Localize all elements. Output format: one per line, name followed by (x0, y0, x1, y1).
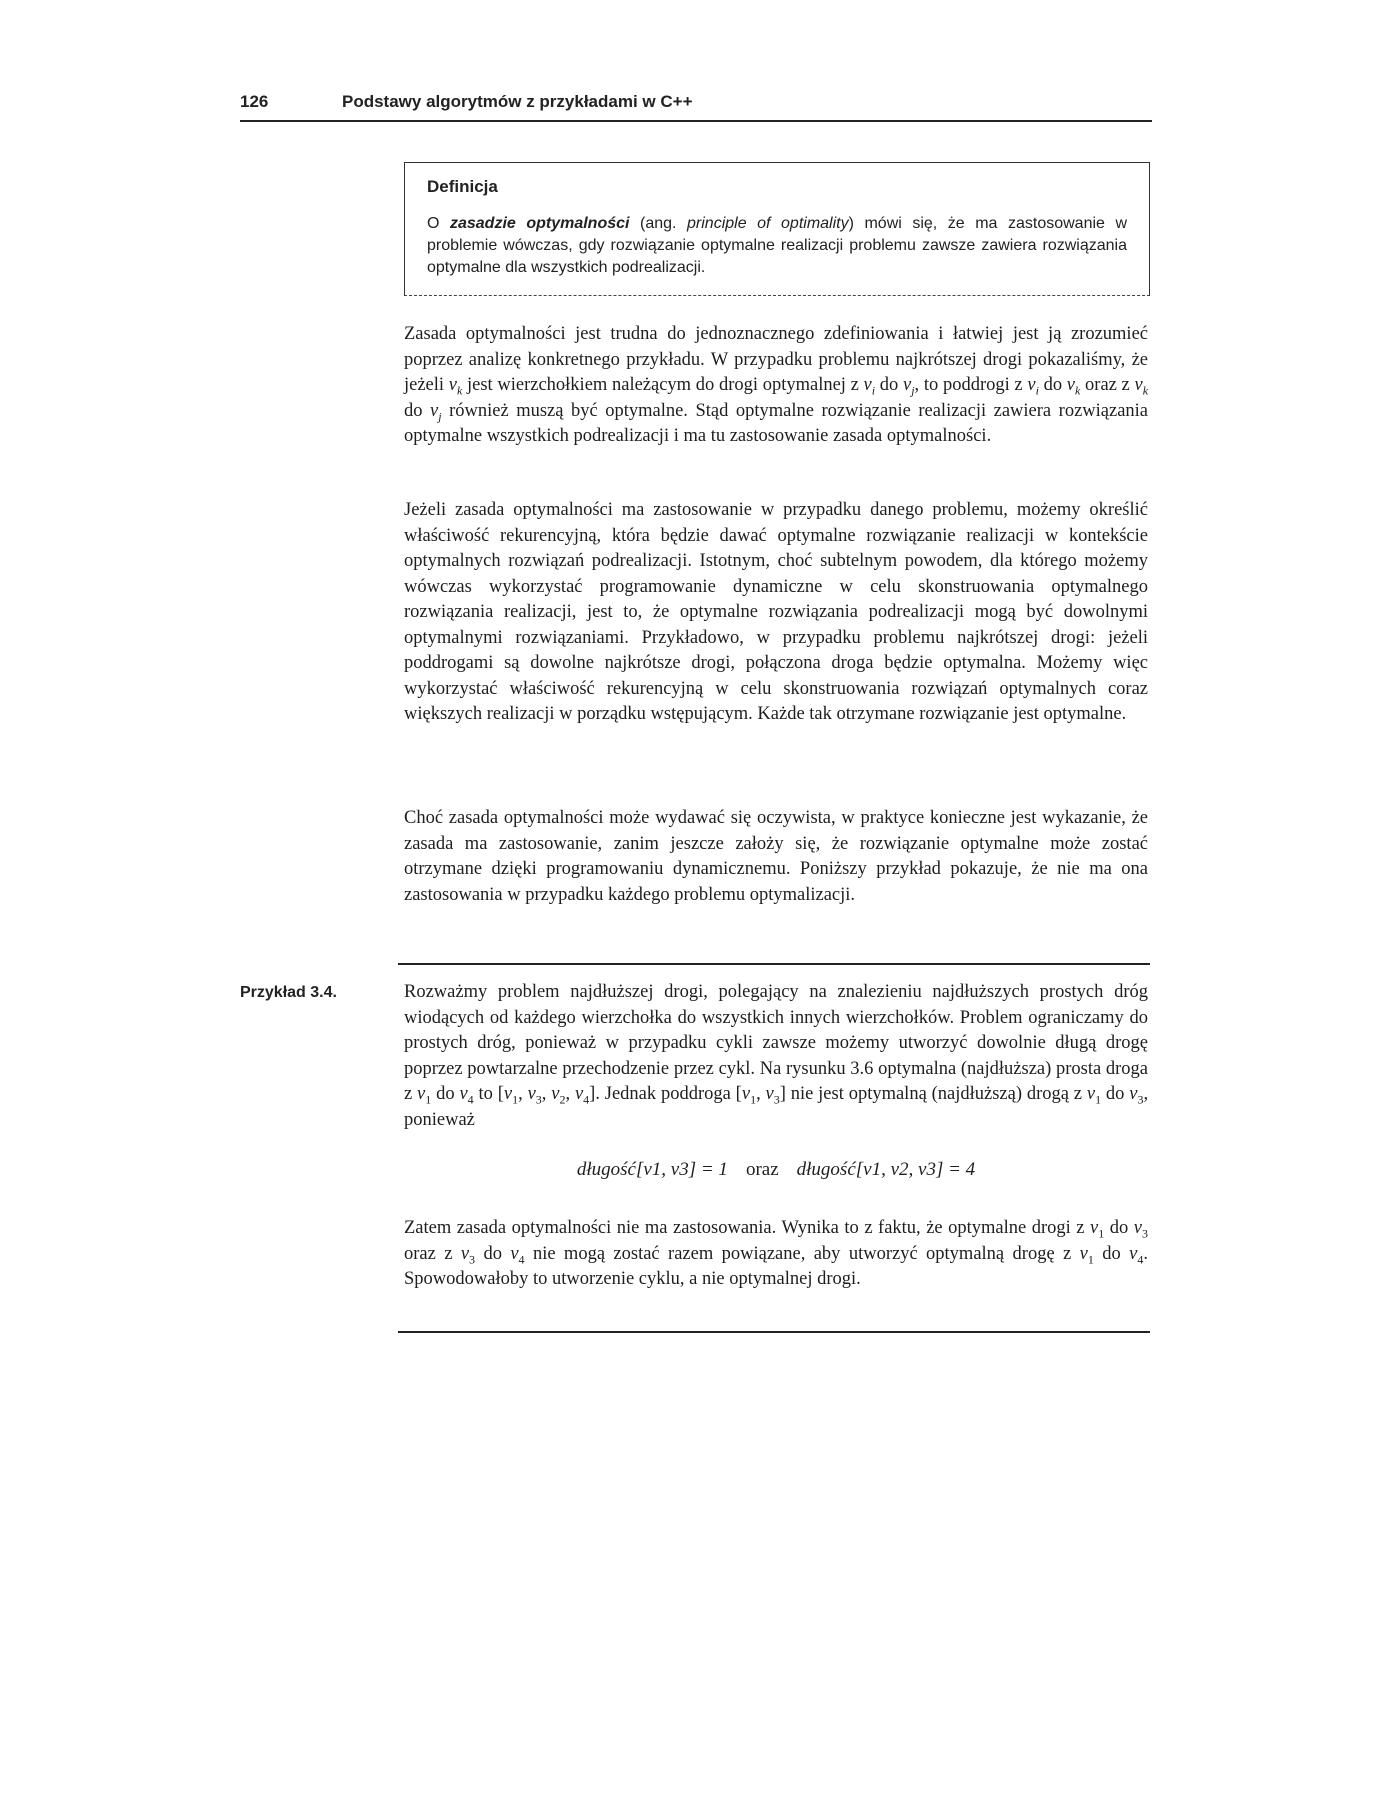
formula-left: długość[v1, v3] = 1 (576, 1159, 728, 1180)
definition-text-part: ) mówi się, że ma zastosowanie w problemie wówczas, gdy rozwiązanie optymalne realizacji problemu zawsze zawiera rozwiązania optymalne dla wszystkich podrealizacji. (427, 215, 1128, 276)
example-bottom-rule (398, 1331, 1150, 1333)
formula (404, 1159, 1148, 1181)
definition-term: zasadzie optymalności (449, 215, 630, 232)
paragraph-2 (404, 498, 1148, 728)
example-top-rule (398, 963, 1150, 965)
definition-text-part: (ang. (629, 215, 688, 232)
example-label: Przykład 3.4. (240, 984, 337, 1001)
running-header (240, 88, 1152, 122)
definition-term-english: principle of optimality (687, 215, 849, 232)
formula-join: oraz (745, 1159, 779, 1180)
definition-box (404, 162, 1150, 296)
paragraph-3 (404, 806, 1148, 908)
definition-text-part: O (427, 215, 450, 232)
example-conclusion: Zatem zasada optymalności nie ma zastosowania. Wynika to z faktu, że optymalne drogi z $v_1$ do $v_3$ oraz z $v_3$ do $v_4$ nie mogą zostać razem powiązane, aby utworzyć optymalną drogę z $v_1$ do $v_4$. Spowodowałoby to utworzenie cyklu, a nie optymalnej drogi. (404, 1218, 1148, 1289)
paragraph-2-text: Jeżeli zasada optymalności ma zastosowanie w przypadku danego problemu, możemy określić właściwość rekurencyjną, która będzie dawać optymalne rozwiązanie realizacji w kontekście optymalnych rozwiązań podrealizacji. Istotnym, choć subtelnym powodem, dla którego możemy wówczas wykorzystać programowanie dynamiczne w celu skonstruowania optymalnego rozwiązania realizacji, jest to, że optymalne rozwiązania podrealizacji mogą być dowolnymi optymalnymi rozwiązaniami. Przykładowo, w przypadku problemu najkrótszej drogi: jeżeli poddrogami są dowolne najkrótsze drogi, połączona droga będzie optymalna. Możemy więc wykorzystać właściwość rekurencyjną w celu skonstruowania rozwiązań optymalnych coraz większych realizacji w porządku wstępującym. Każde tak otrzymane rozwiązanie jest optymalne. (404, 500, 1148, 724)
book-title: Podstawy algorytmów z przykładami w C++ (342, 92, 693, 111)
definition-text (427, 213, 1127, 279)
definition-title: Definicja (427, 177, 498, 196)
formula-right: długość[v1, v2, v3] = 4 (796, 1159, 976, 1180)
page-number: 126 (240, 92, 269, 111)
paragraph-1: Zasada optymalności jest trudna do jednoznacznego zdefiniowania i łatwiej jest ją zrozumieć poprzez analizę konkretnego przykładu. W przypadku problemu najkrótszej drogi pokazaliśmy, że jeżeli $v_k$ jest wierzchołkiem należącym do drogi optymalnej z $v_i$ do $v_j$, to poddrogi z $v_i$ do $v_k$ oraz z $v_k$ do $v_j$ również muszą być optymalne. Stąd optymalne rozwiązanie realizacji zawiera rozwiązania optymalne wszystkich podrealizacji i ma tu zastosowanie zasada optymalności. (404, 324, 1149, 446)
example-text: Rozważmy problem najdłuższej drogi, polegający na znalezieniu najdłuższych prostych dróg wiodących od każdego wierzchołka do wszystkich innych wierzchołków. Problem ograniczamy do prostych dróg, ponieważ w przypadku cykli zawsze możemy utworzyć dowolnie długą drogę poprzez powtarzalne przechodzenie przez cykl. Na rysunku 3.6 optymalna (najdłuższa) prosta droga z $v_1$ do $v_4$ to [$v_1$, $v_3$, $v_2$, $v_4$]. Jednak poddroga [$v_1$, $v_3$] nie jest optymalną (najdłuższą) drogą z $v_1$ do $v_3$, ponieważ (404, 982, 1149, 1130)
paragraph-3-text: Choć zasada optymalności może wydawać się oczywista, w praktyce konieczne jest wykazanie, że zasada ma zastosowanie, zanim jeszcze założy się, że rozwiązanie optymalne może zostać otrzymane dzięki programowaniu dynamicznemu. Poniższy przykład pokazuje, że nie ma ona zastosowania w przypadku każdego problemu optymalizacji. (404, 808, 1148, 905)
